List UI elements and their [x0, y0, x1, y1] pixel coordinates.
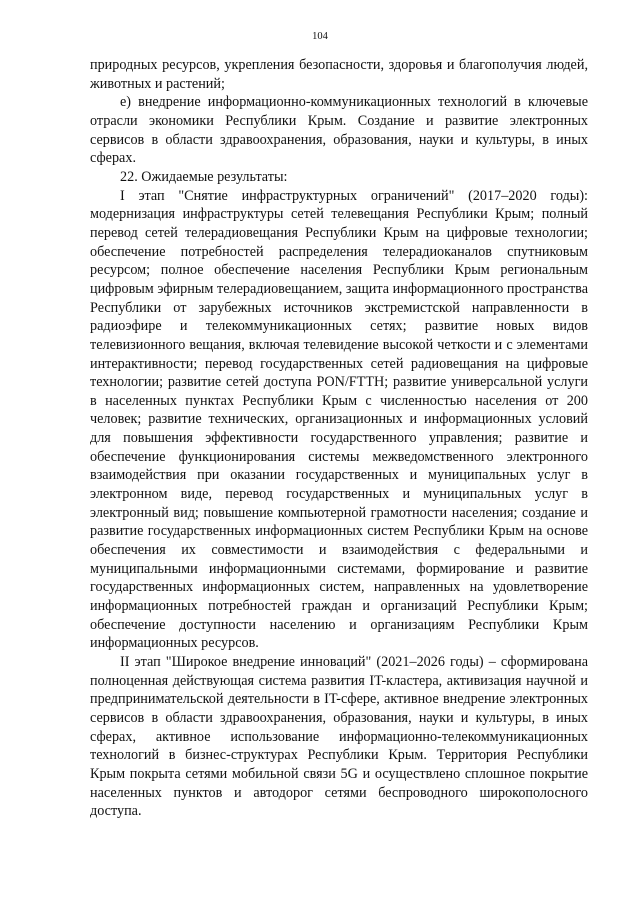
- paragraph-section-22: 22. Ожидаемые результаты:: [120, 168, 288, 185]
- paragraph-continuation: природных ресурсов, укрепления безопасности, здоровья и благополучия людей, животных и растений;: [90, 57, 588, 92]
- paragraph-item-e: е) внедрение информационно-коммуникационных технологий в ключевые отрасли экономики Республики Крым. Создание и развитие электронных сервисов в области здравоохранения, образования, науки и культуры, в иных сферах.: [90, 94, 588, 167]
- page-number: 104: [312, 31, 328, 42]
- paragraph-stage-1: I этап "Снятие инфраструктурных ограничений" (2017–2020 годы): модернизация инфраструктуры сетей телевещания Республики Крым; полный перевод сетей телерадиовещания Республики Крым на цифровые технологии; обеспечение потребностей распределения телерадиоканалов спутниковым ресурсом; полное обеспечение населения Республики Крым региональным цифровым эфирным телерадиовещанием, защита информационного пространства Республики от зарубежных источников экстремистской направленности в радиоэфире и телекоммуникационных сетях; развитие новых видов телевизионного вещания, включая телевидение высокой четкости и с элементами интерактивности; перевод государственных сетей радиовещания на цифровые технологии; развитие сетей доступа PON/FTTH; развитие универсальной услуги в населенных пунктах Республики Крым с численностью населения от 200 человек; развитие технических, организационных и информационных условий для повышения эффективности государственного управления; развитие и обеспечение функционирования системы межведомственного электронного взаимодействия при оказании государственных и муниципальных услуг в электронном виде, перевод государственных и муниципальных услуг в электронный вид; повышение компьютерной грамотности населения; создание и развитие государственных информационных систем Республики Крым на основе обеспечения их совместимости и взаимодействия с федеральными и муниципальными информационными системами, формирование и развитие государственных информационных систем, направленных на удовлетворение информационных потребностей граждан и организаций Республики Крым; обеспечение доступности населению и организациям Республики Крым информационных ресурсов.: [90, 187, 588, 652]
- paragraph-stage-2: II этап "Широкое внедрение инноваций" (2021–2026 годы) – сформирована полноценная действующая система развития IT-кластера, активизация научной и предпринимательской деятельности в IT-сфере, активное внедрение электронных сервисов в области здравоохранения, образования, науки и культуры, в иных сферах, активное использование информационно-телекоммуникационных технологий в бизнес-структурах Республики Крым. Территория Республики Крым покрыта сетями мобильной связи 5G и осуществлено сплошное покрытие населенных пунктов и автодорог сетями беспроводного широкополосного доступа.: [90, 654, 588, 820]
- document-body: [90, 56, 588, 821]
